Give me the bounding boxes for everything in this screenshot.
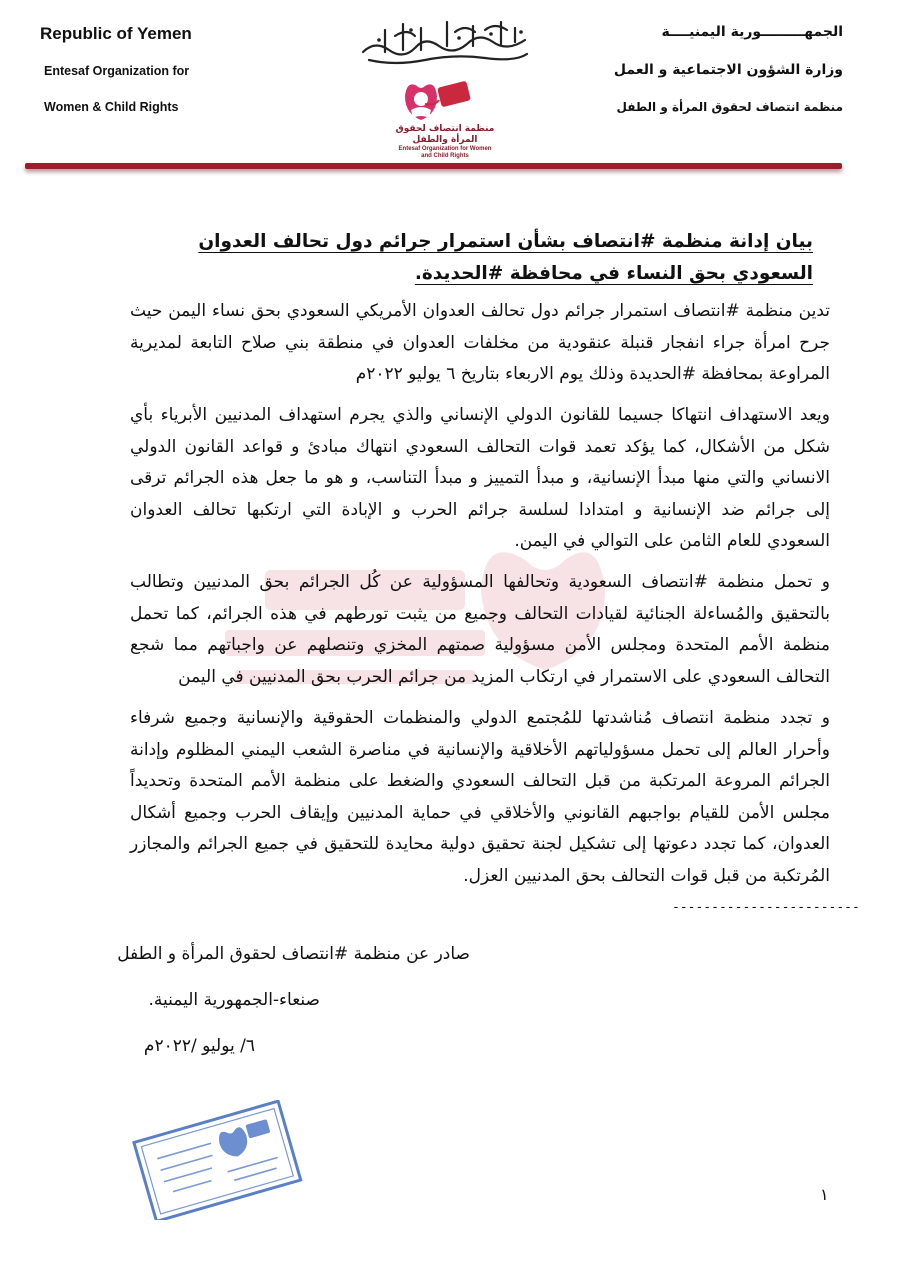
header-en-line1: Republic of Yemen <box>40 24 192 43</box>
logo-text-en: Entesaf Organization for Women and Child Rights <box>398 146 492 159</box>
header-en-line2: Entesaf Organization for <box>44 64 190 78</box>
document-title: بيان إدانة منظمة #انتصاف بشأن استمرار جرائم دول تحالف العدوان السعودي بحق النساء في محافظة #الحديدة. <box>198 231 813 284</box>
separator-line: ------------------------ <box>672 900 860 915</box>
header-ar-line1: الجمهـــــــــورية اليمنيــــة <box>661 24 843 40</box>
issuer-line: صادر عن منظمة #انتصاف لحقوق المرأة و الطفل <box>117 944 470 964</box>
basmala-calligraphy-icon <box>355 10 535 70</box>
logo-text-ar: منظمة انتصاف لحقوق المرأة والطفل <box>395 124 495 145</box>
paragraph-1: تدين منظمة #انتصاف استمرار جرائم دول تحالف العدوان الأمريكي السعودي بحق نساء اليمن حيث جرح امرأة جراء انفجار قنبلة عنقودية من مخلفات العدوان في منطقة بني صلاح التابعة لمديرية المراوعة بمحافظة #الحديدة وذلك يوم الاربعاء بتاريخ ٦ يوليو ٢٠٢٢م <box>130 301 830 384</box>
header-ar-line2: وزارة الشؤون الاجتماعية و العمل <box>613 62 843 78</box>
header-ar-line3: منظمة انتصاف لحقوق المرأة و الطفل <box>616 100 843 114</box>
place-line: صنعاء-الجمهورية اليمنية. <box>148 990 320 1010</box>
header-divider <box>25 163 842 169</box>
official-stamp-icon <box>130 1100 305 1220</box>
paragraph-4: و تجدد منظمة انتصاف مُناشدتها للمُجتمع الدولي والمنظمات الحقوقية والإنسانية وجميع شرفاء وأحرار العالم إلى تحمل مسؤولياتهم الأخلاقية والإنسانية في مناصرة الشعب اليمني المظلوم وإدانة الجرائم المروعة المرتكبة من قبل التحالف السعودي والضغط على منظمة الأمم المتحدة وتحديداً مجلس الأمن للقيام بواجبهم القانوني والأخلاقي في حماية المدنيين وإيقاف الحرب وجميع أشكال العدوان، كما تجدد دعوتها إلى تشكيل لجنة تحقيق دولية محايدة للتحقيق في جميع الجرائم والمجازر المُرتكبة من قبل قوات التحالف بحق المدنيين العزل. <box>130 708 830 886</box>
header-en-line3: Women & Child Rights <box>44 100 179 114</box>
paragraph-3: و تحمل منظمة #انتصاف السعودية وتحالفها المسؤولية عن كُل الجرائم بحق المدنيين وتطالب بالتحقيق والمُساءلة الجنائية لقيادات التحالف وجميع من يثبت تورطهم في هذه الجرائم، كما تحمل منظمة الأمم المتحدة ومجلس الأمن مسؤولية صمتهم المخزي وتنصلهم عن واجباتهم مما شجع التحالف السعودي على الاستمرار في ارتكاب المزيد من جرائم الحرب بحق المدنيين في اليمن <box>130 572 830 687</box>
page-number: ١ <box>820 1185 829 1204</box>
paragraph-2: ويعد الاستهداف انتهاكا جسيما للقانون الدولي الإنساني والذي يجرم استهداف المدنيين الأبرياء بأي شكل من الأشكال، كما يؤكد تعمد قوات التحالف السعودي انتهاك مبادئ و قواعد القانون الدولي الانساني والتي منها مبدأ الإنسانية، و مبدأ التمييز و مبدأ التناسب، و هو ما جعل هذه الجرائم ترقى إلى جرائم ضد الإنسانية و امتدادا لسلسة جرائم الحرب و الإبادة التي ارتكبها تحالف العدوان السعودي للعام الثامن على التوالي في اليمن. <box>130 405 830 551</box>
logo-caption <box>395 124 495 160</box>
date-line: ٦/ يوليو /٢٠٢٢م <box>143 1036 255 1056</box>
